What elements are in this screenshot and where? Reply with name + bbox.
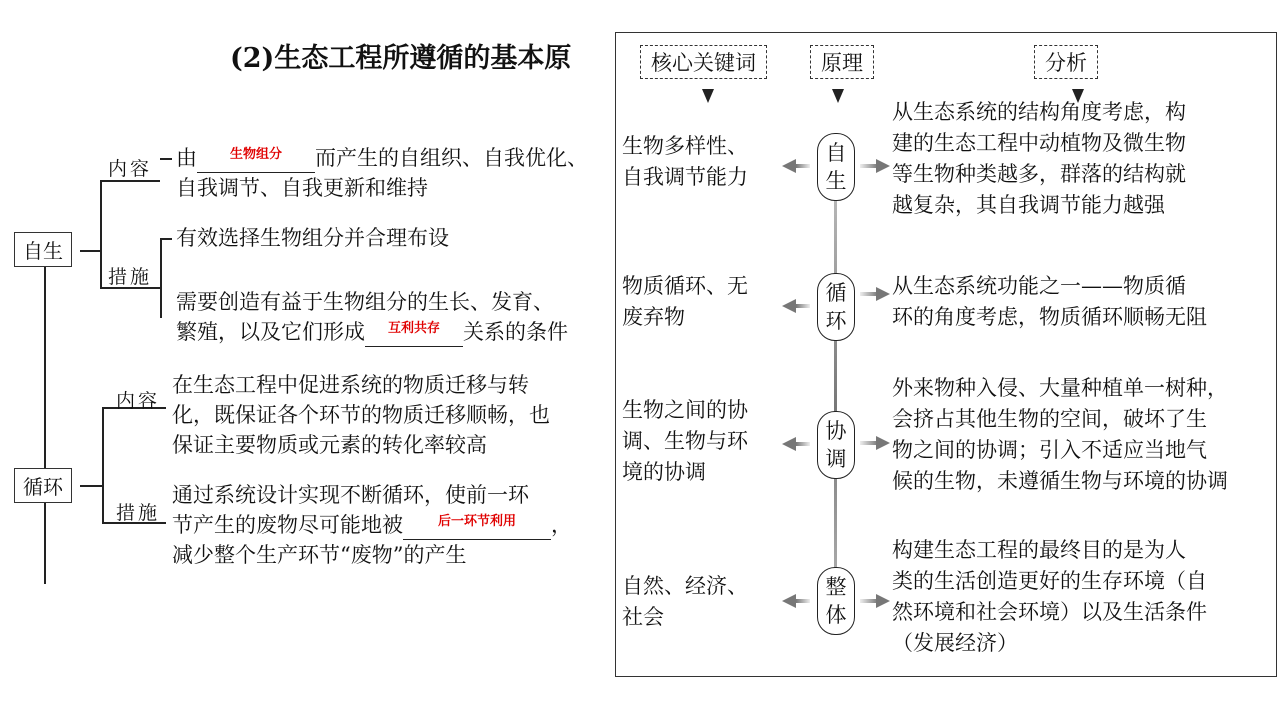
zisheng-vertical-line	[100, 180, 102, 288]
row2-right-arrow-icon	[860, 287, 890, 301]
zisheng-content-label: 内容	[108, 158, 153, 180]
row3-analysis-line3: 物之间的协调；引入不适应当地气	[892, 438, 1207, 462]
xunhuan-measure-line3: 减少整个生产环节“废物”的产生	[172, 543, 467, 567]
xunhuan-vertical-line	[102, 407, 104, 523]
row2-keyword-line2: 废弃物	[622, 305, 685, 329]
xunhuan-measure-answer: 后一环节利用	[437, 514, 516, 529]
row1-analysis-line1: 从生态系统的结构角度考虑，构	[892, 100, 1186, 124]
row3-keyword-line2: 调、生物与环	[622, 429, 748, 453]
principles-panel	[615, 32, 1277, 677]
row4-right-arrow-icon	[860, 594, 890, 608]
header-analysis: 分析	[1034, 45, 1098, 79]
zisheng-measure-blank	[365, 322, 463, 347]
xunhuan-measure-line2-pre: 节产生的废物尽可能地被	[172, 513, 403, 537]
xunhuan-measure-blank	[403, 515, 551, 540]
xunhuan-content-line1: 在生态工程中促进系统的物质迁移与转	[172, 373, 529, 397]
row4-keyword-line1: 自然、经济、	[622, 574, 748, 598]
row4-principle-char2: 体	[825, 603, 847, 627]
row2-keyword-line1: 物质循环、无	[622, 274, 748, 298]
row3-analysis-line4: 候的生物，未遵循生物与环境的协调	[892, 469, 1228, 493]
row1-analysis-line3: 等生物种类越多，群落的结构就	[892, 162, 1186, 186]
xunhuan-content-text	[172, 370, 550, 460]
xunhuan-measure-text	[172, 480, 572, 570]
row4-analysis-line2: 类的生活创造更好的生存环境（自	[892, 569, 1207, 593]
zisheng-content-line2: 自我调节、自我更新和维持	[176, 176, 428, 200]
zisheng-measure-bracket-top	[160, 238, 172, 240]
header-principle: 原理	[810, 45, 874, 79]
row1-analysis-line2: 建的生态工程中动植物及微生物	[892, 131, 1186, 155]
row2-analysis-line2: 环的角度考虑，物质循环顺畅无阻	[892, 305, 1207, 329]
row1-keyword-line2: 自我调节能力	[622, 165, 748, 189]
row3-left-arrow-icon	[782, 437, 810, 451]
row3-right-arrow-icon	[860, 436, 890, 450]
row2-principle-char1: 循	[825, 281, 847, 305]
row1-right-arrow-icon	[860, 159, 890, 173]
xunhuan-branch-line	[80, 485, 102, 487]
row4-analysis-line4: （发展经济）	[892, 631, 1018, 655]
zisheng-content-text	[176, 143, 588, 203]
page-title: (2)生态工程所遵循的基本原	[230, 43, 572, 74]
header-keyword: 核心关键词	[640, 45, 767, 79]
zisheng-measure-bracket	[160, 238, 162, 318]
row4-left-arrow-icon	[782, 594, 810, 608]
zisheng-measure-label: 措施	[108, 266, 153, 288]
zisheng-measure-line3-post: 关系的条件	[463, 320, 568, 344]
zisheng-box: 自生	[14, 232, 72, 267]
row3-analysis-line2: 会挤占其他生物的空间，破坏了生	[892, 407, 1207, 431]
zisheng-content-pre: 由	[176, 146, 197, 170]
zisheng-measure-line1: 有效选择生物组分并合理布设	[176, 226, 449, 250]
row2-analysis-line1: 从生态系统功能之一——物质循	[892, 274, 1186, 298]
xunhuan-box: 循环	[14, 468, 72, 503]
tree-trunk-line	[44, 266, 46, 584]
zisheng-content-answer: 生物组分	[229, 147, 282, 162]
xunhuan-content-line3: 保证主要物质或元素的转化率较高	[172, 433, 487, 457]
zisheng-measure-answer: 互利共存	[387, 321, 440, 336]
zisheng-content-blank	[197, 148, 315, 173]
zisheng-measure-line3-pre: 繁殖，以及它们形成	[176, 320, 365, 344]
zisheng-content-bracket	[160, 158, 172, 160]
zisheng-branch-line	[80, 250, 100, 252]
row4-keyword-line2: 社会	[622, 605, 664, 629]
row3-principle-char1: 协	[825, 419, 847, 443]
xunhuan-content-label: 内容	[116, 390, 161, 412]
row3-principle-char2: 调	[825, 447, 847, 471]
row1-keyword-line1: 生物多样性、	[622, 134, 748, 158]
row4-principle-char1: 整	[825, 575, 847, 599]
row3-keyword-line3: 境的协调	[622, 460, 706, 484]
zisheng-measure-line2: 需要创造有益于生物组分的生长、发育、	[176, 290, 554, 314]
row3-analysis-line1: 外来物种入侵、大量种植单一树种，	[892, 376, 1228, 400]
xunhuan-measure-line2-post: ，	[551, 513, 572, 537]
row3-keyword-line1: 生物之间的协	[622, 398, 748, 422]
row1-analysis-line4: 越复杂，其自我调节能力越强	[892, 193, 1165, 217]
row-arrows	[616, 33, 1276, 676]
xunhuan-measure-label: 措施	[116, 502, 161, 524]
row1-principle-char1: 自	[825, 141, 847, 165]
zisheng-measure-text	[176, 287, 568, 347]
row2-left-arrow-icon	[782, 299, 810, 313]
xunhuan-measure-line1: 通过系统设计实现不断循环，使前一环	[172, 483, 529, 507]
row2-principle-char2: 环	[825, 309, 847, 333]
row1-left-arrow-icon	[782, 159, 810, 173]
xunhuan-content-line2: 化，既保证各个环节的物质迁移顺畅，也	[172, 403, 550, 427]
row4-analysis-line3: 然环境和社会环境）以及生活条件	[892, 600, 1207, 624]
row1-principle-char2: 生	[825, 169, 847, 193]
row4-analysis-line1: 构建生态工程的最终目的是为人	[892, 538, 1186, 562]
zisheng-content-line1-post: 而产生的自组织、自我优化、	[315, 146, 588, 170]
